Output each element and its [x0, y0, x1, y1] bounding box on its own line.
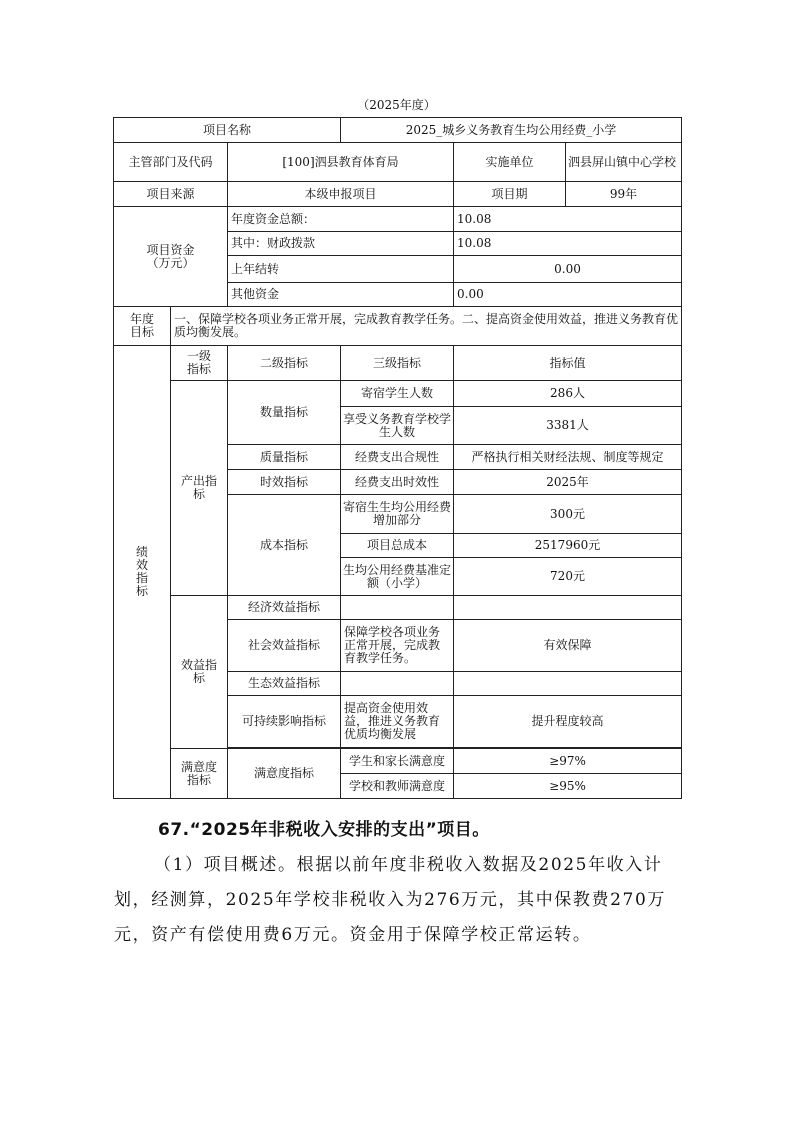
project-name-label: 项目名称 — [114, 118, 341, 143]
dept-value: [100]泗县教育体育局 — [228, 143, 454, 182]
timely-value: 2025年 — [454, 470, 682, 495]
dept-label: 主管部门及代码 — [114, 143, 228, 182]
cost-label: 成本指标 — [228, 495, 341, 596]
cost3-value: 720元 — [454, 558, 682, 596]
header-value: 指标值 — [454, 346, 682, 381]
sat1-value: ≥97% — [454, 749, 682, 774]
sat2-name: 学校和教师满意度 — [341, 774, 454, 799]
output-label: 产出指 标 — [171, 381, 228, 596]
overview-text: （1）项目概述。根据以前年度非税收入数据及2025年收入计划，经测算，2025年学校非税收入为276万元，其中保教费270万元，资产有偿使用费6万元。资金用于保障学校正常运转。 — [114, 855, 666, 945]
quantity-label: 数量指标 — [228, 381, 341, 445]
sat2-label: 满意度指标 — [228, 749, 341, 799]
perf-label: 绩 效 指 标 — [114, 346, 171, 799]
econ-value — [454, 596, 682, 620]
q1-name: 寄宿学生人数 — [341, 381, 454, 407]
eco-value — [454, 672, 682, 696]
sat2-value: ≥95% — [454, 774, 682, 799]
section-heading: 67.“2025年非税收入安排的支出”项目。 — [158, 820, 490, 840]
timely-label: 时效指标 — [228, 470, 341, 495]
other-value: 0.00 — [454, 283, 682, 307]
social-name: 保障学校各项业务正常开展，完成教育教学任务。 — [341, 620, 454, 672]
source-label: 项目来源 — [114, 182, 228, 207]
performance-table — [113, 117, 682, 799]
q2-value: 3381人 — [454, 407, 682, 445]
cost3-name: 生均公用经费基准定额（小学） — [341, 558, 454, 596]
social-label: 社会效益指标 — [228, 620, 341, 672]
quality-value: 严格执行相关财经法规、制度等规定 — [454, 445, 682, 470]
quality-name: 经费支出合规性 — [341, 445, 454, 470]
header-level3: 三级指标 — [341, 346, 454, 381]
header-level2: 二级指标 — [228, 346, 341, 381]
other-label: 其他资金 — [228, 283, 454, 307]
cost1-value: 300元 — [454, 495, 682, 534]
header-level1: 一级 指标 — [171, 346, 228, 381]
cost1-name: 寄宿生生均公用经费增加部分 — [341, 495, 454, 534]
econ-name — [341, 596, 454, 620]
annual-total-label: 年度资金总额： — [228, 207, 454, 232]
sustain-label: 可持续影响指标 — [228, 696, 341, 748]
goal-label: 年度 目标 — [114, 307, 171, 346]
carryover-label: 上年结转 — [228, 256, 454, 283]
annual-total-value: 10.08 — [454, 207, 682, 232]
fiscal-value: 10.08 — [454, 232, 682, 256]
eco-label: 生态效益指标 — [228, 672, 341, 696]
sustain-name: 提高资金使用效益，推进义务教育优质均衡发展 — [341, 696, 454, 748]
q2-name: 享受义务教育学校学生人数 — [341, 407, 454, 445]
carryover-value: 0.00 — [454, 256, 682, 283]
period-value: 99年 — [566, 182, 682, 207]
sat-label: 满意度 指标 — [171, 749, 228, 799]
cost2-value: 2517960元 — [454, 534, 682, 558]
project-name: 2025_城乡义务教育生均公用经费_小学 — [341, 118, 682, 143]
quality-label: 质量指标 — [228, 445, 341, 470]
q1-value: 286人 — [454, 381, 682, 407]
timely-name: 经费支出时效性 — [341, 470, 454, 495]
social-value: 有效保障 — [454, 620, 682, 672]
funds-label: 项目资金 （万元） — [114, 207, 228, 307]
cost2-name: 项目总成本 — [341, 534, 454, 558]
period-label: 项目期 — [454, 182, 566, 207]
sat1-name: 学生和家长满意度 — [341, 749, 454, 774]
sustain-value: 提升程度较高 — [454, 696, 682, 748]
benefit-label: 效益指 标 — [171, 596, 228, 749]
goal-text: 一、保障学校各项业务正常开展，完成教育教学任务。二、提高资金使用效益，推进义务教育优质均衡发展。 — [171, 307, 682, 346]
econ-label: 经济效益指标 — [228, 596, 341, 620]
impl-value: 泗县屏山镇中心学校 — [566, 143, 682, 182]
overview-paragraph — [114, 848, 684, 953]
impl-label: 实施单位 — [454, 143, 566, 182]
table-caption: （2025年度） — [357, 98, 436, 112]
source-value: 本级申报项目 — [228, 182, 454, 207]
eco-name — [341, 672, 454, 696]
fiscal-label: 其中：财政拨款 — [228, 232, 454, 256]
